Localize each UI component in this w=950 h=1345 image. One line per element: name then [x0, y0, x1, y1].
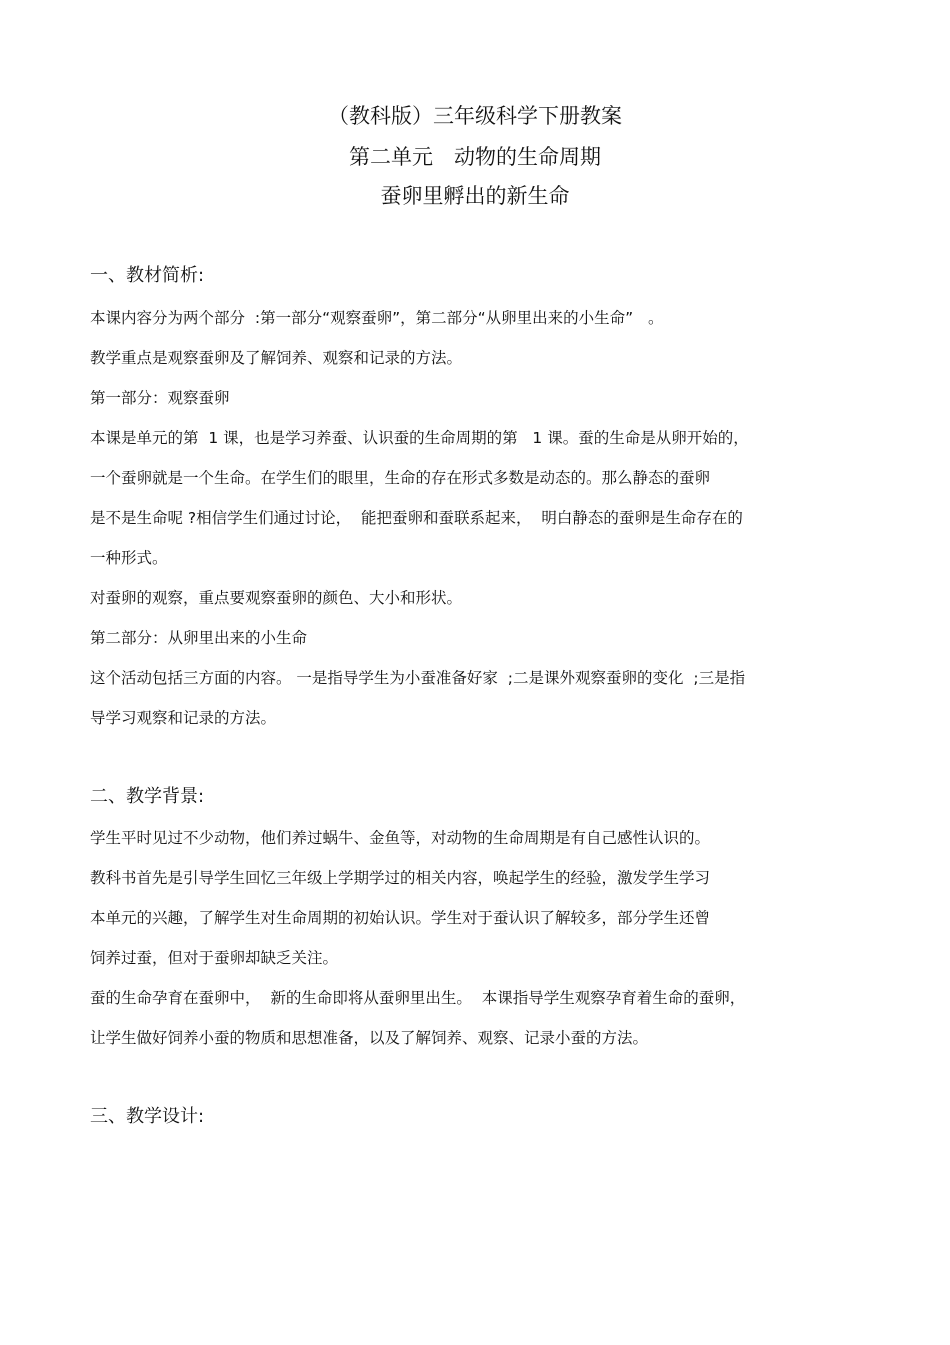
section1-line: 一种形式。	[90, 549, 168, 567]
section2-line: 饲养过蚕，但对于蚕卵却缺乏关注。	[90, 949, 339, 967]
section2-line: 教科书首先是引导学生回忆三年级上学期学过的相关内容，唤起学生的经验，激发学生学习	[90, 869, 711, 887]
section2-heading: 二、教学背景:	[90, 786, 205, 807]
section2-line: 本单元的兴趣，了解学生对生命周期的初始认识。学生对于蚕认识了解较多，部分学生还曾	[90, 909, 711, 927]
section1-line: 第一部分：观察蚕卵	[90, 389, 230, 407]
section1-line: 教学重点是观察蚕卵及了解饲养、观察和记录的方法。	[90, 349, 463, 367]
section1-line: 一个蚕卵就是一个生命。在学生们的眼里，生命的存在形式多数是动态的。那么静态的蚕卵	[90, 469, 711, 487]
section1-line: 本课内容分为两个部分 :第一部分“观察蚕卵”，第二部分“从卵里出来的小生命” 。	[90, 309, 664, 327]
section1-line: 对蚕卵的观察，重点要观察蚕卵的颜色、大小和形状。	[90, 589, 463, 607]
section1-line: 导学习观察和记录的方法。	[90, 709, 277, 727]
section1-line: 本课是单元的第 1 课，也是学习养蚕、认识蚕的生命周期的第 1 课。蚕的生命是从卵开始的，	[90, 429, 749, 447]
section2-line: 学生平时见过不少动物，他们养过蜗牛、金鱼等，对动物的生命周期是有自己感性认识的。	[90, 829, 711, 847]
unit-title: 第二单元 动物的生命周期	[349, 145, 601, 169]
section2-line: 蚕的生命孕育在蚕卵中， 新的生命即将从蚕卵里出生。 本课指导学生观察孕育着生命的蚕卵，	[90, 989, 746, 1007]
lesson-title: 蚕卵里孵出的新生命	[380, 184, 570, 208]
section1-heading: 一、教材简析:	[90, 265, 205, 286]
section1-line: 这个活动包括三方面的内容。 一是指导学生为小蚕准备好家 ;二是课外观察蚕卵的变化 ;三是指	[90, 669, 746, 687]
section1-line: 第二部分：从卵里出来的小生命	[90, 629, 308, 647]
section1-line: 是不是生命呢 ?相信学生们通过讨论， 能把蚕卵和蚕联系起来， 明白静态的蚕卵是生命存在的	[90, 509, 743, 527]
document-title: （教科版）三年级科学下册教案	[328, 104, 622, 128]
section2-line: 让学生做好饲养小蚕的物质和思想准备，以及了解饲养、观察、记录小蚕的方法。	[90, 1029, 649, 1047]
section3-heading: 三、教学设计:	[90, 1106, 205, 1127]
